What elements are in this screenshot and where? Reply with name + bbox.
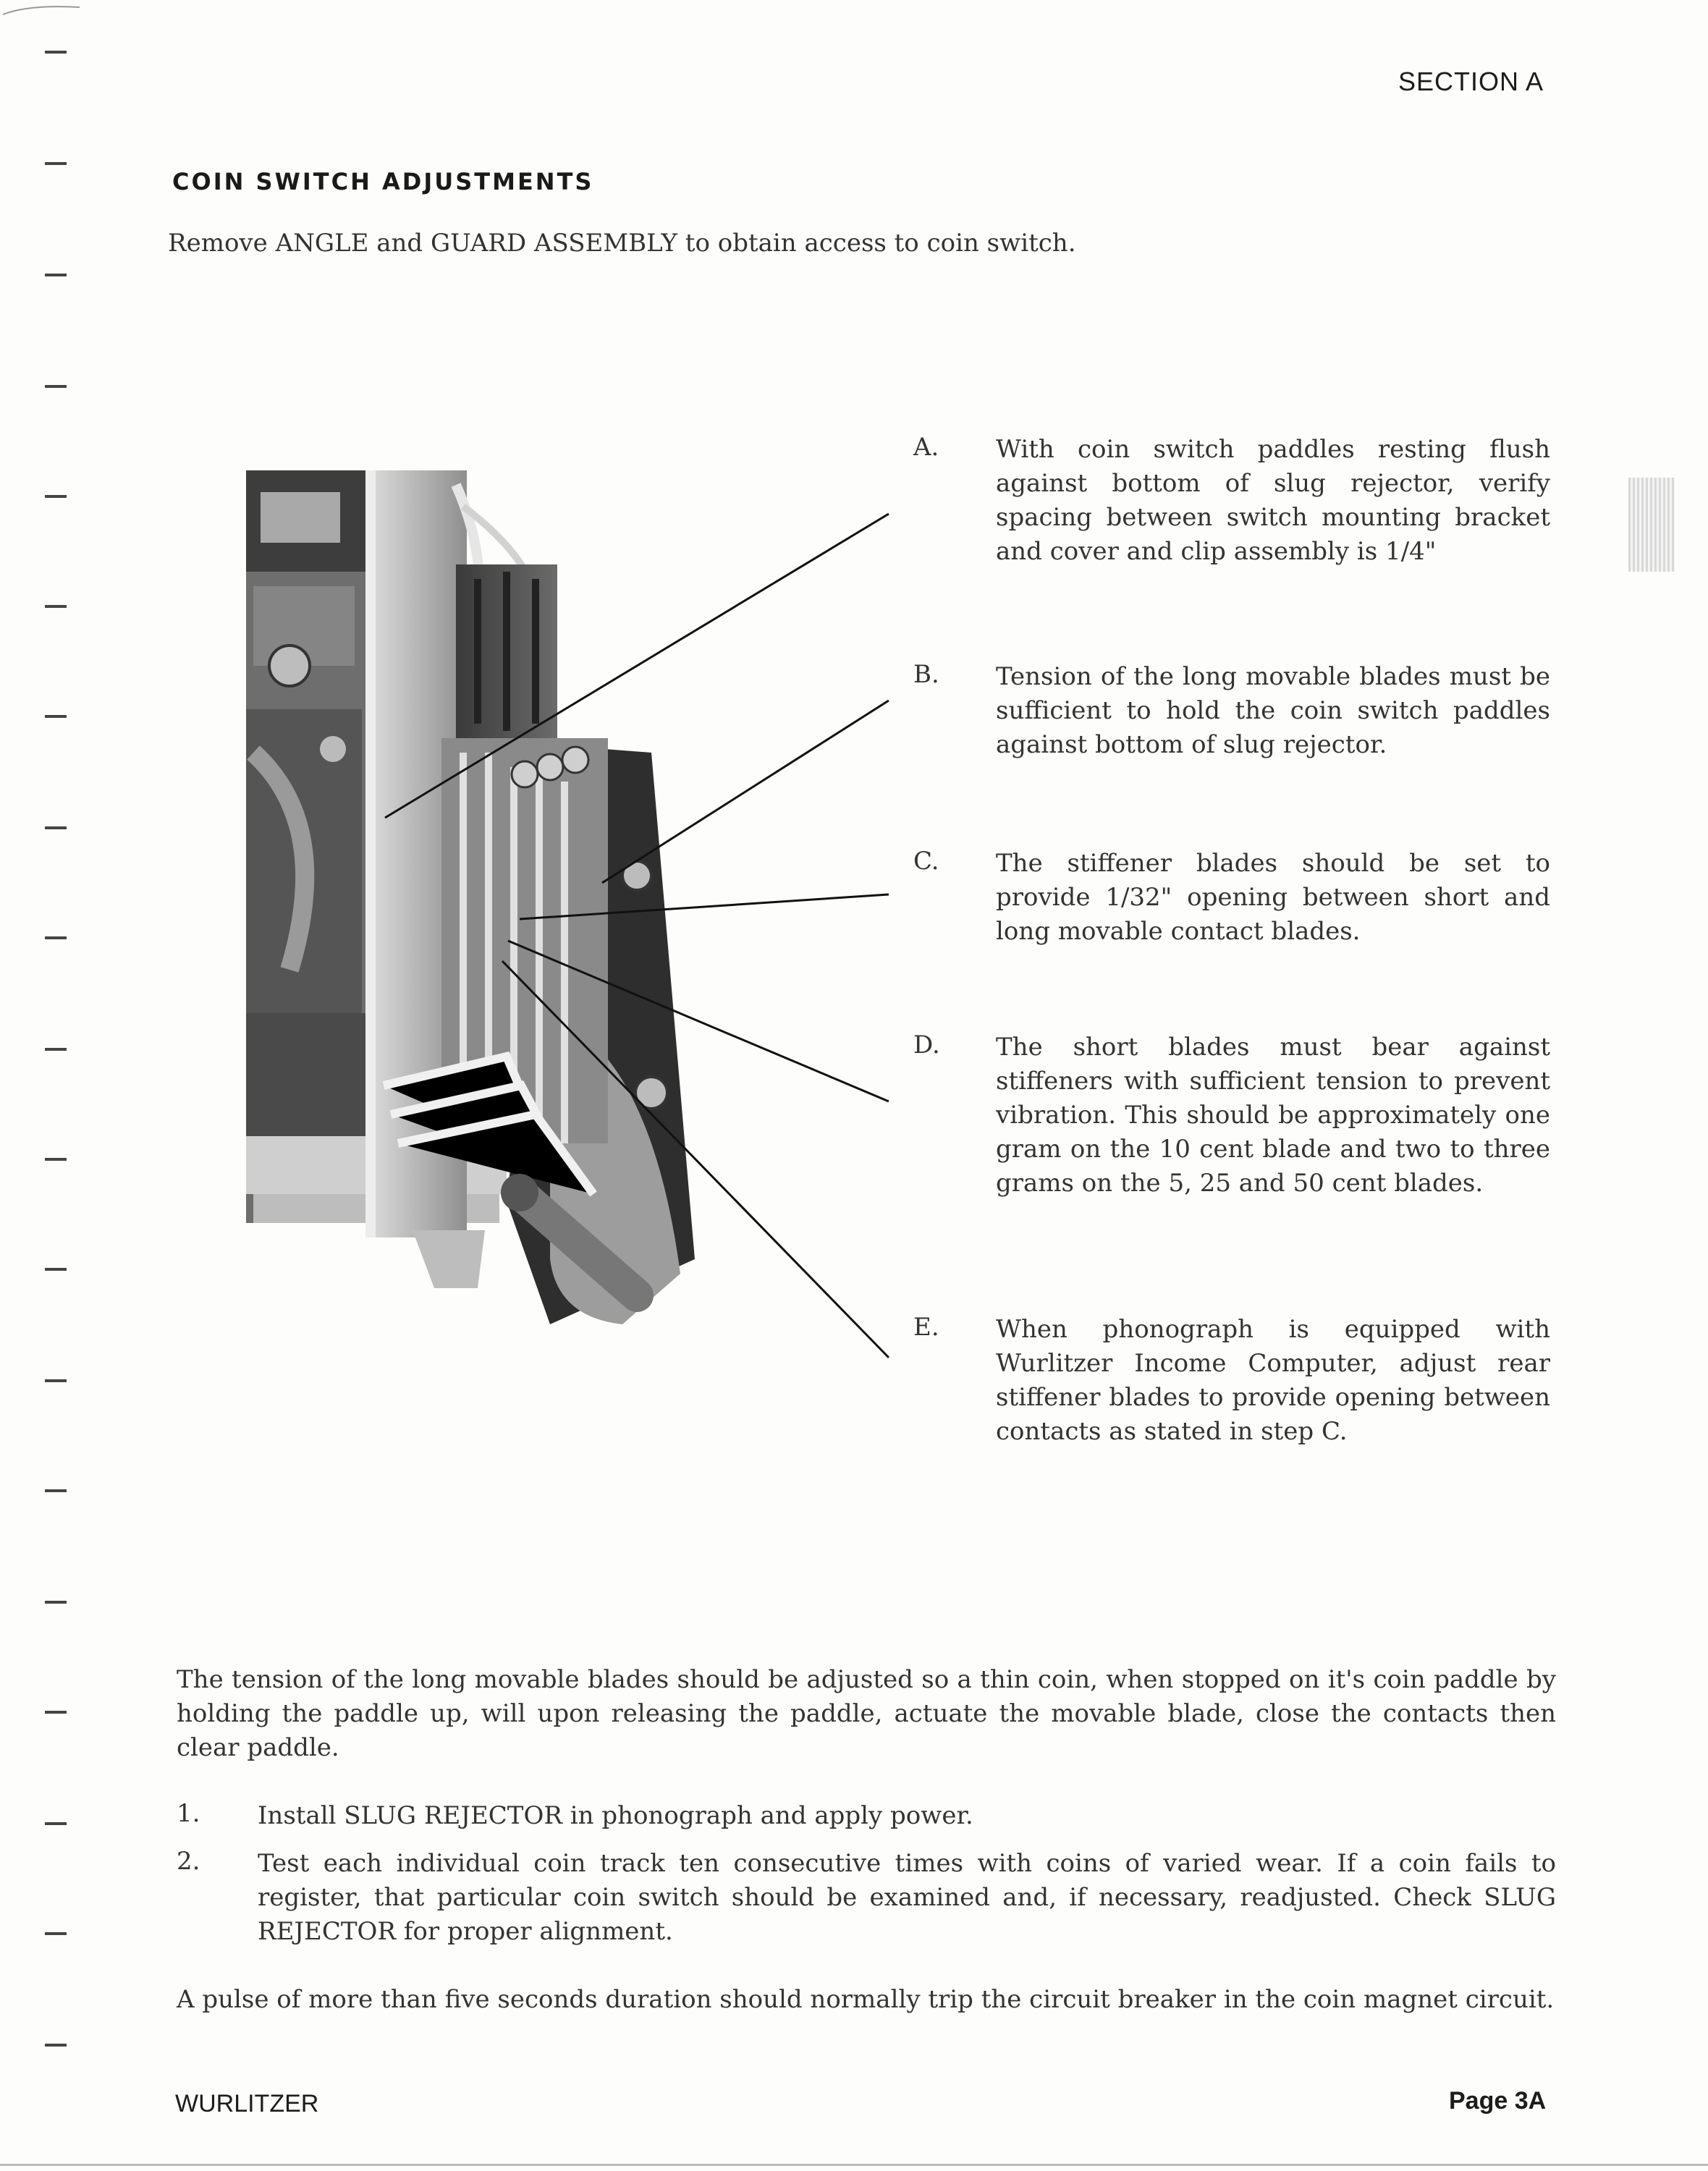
item-number: 2. xyxy=(177,1847,200,1876)
step-text: The stiffener blades should be set to provide 1/32" opening between short and long movable contact blades. xyxy=(996,849,1550,946)
scan-edge-artifact xyxy=(1628,478,1675,572)
page-heading: COIN SWITCH ADJUSTMENTS xyxy=(172,168,594,195)
item-number: 1. xyxy=(177,1799,200,1828)
pulse-paragraph: A pulse of more than five seconds duration should normally trip the circuit breaker in the coin magnet circuit. xyxy=(177,1985,1555,2014)
step-text: Tension of the long movable blades must be sufficient to hold the coin switch paddles against bottom of slug rejector. xyxy=(996,662,1550,759)
step-letter: E. xyxy=(913,1313,939,1342)
tension-paragraph: The tension of the long movable blades should be adjusted so a thin coin, when stopped on it's coin paddle by holding the paddle up, will upon releasing the paddle, actuate the movable blade, close the contacts then clear paddle. xyxy=(177,1665,1556,1762)
binder-hole-marks xyxy=(0,0,87,2171)
coin-switch-photo xyxy=(246,463,782,1332)
step-text: With coin switch paddles resting flush against bottom of slug rejector, verify spacing between switch mounting bracket and cover and clip assembly is 1/4" xyxy=(996,435,1550,566)
section-label: SECTION A xyxy=(1398,67,1544,96)
page-number: Page 3A xyxy=(1449,2087,1547,2115)
item-text: Install SLUG REJECTOR in phonograph and apply power. xyxy=(258,1801,973,1830)
step-text: The short blades must bear against stiffeners with sufficient tension to prevent vibration. This should be approximately one gram on the 10 cent blade and two to three grams on the 5, 25 and 50 cent blades. xyxy=(996,1033,1550,1198)
step-letter: B. xyxy=(913,660,939,689)
intro-text: Remove ANGLE and GUARD ASSEMBLY to obtain access to coin switch. xyxy=(168,229,1076,258)
step-letter: C. xyxy=(913,847,939,876)
step-letter: D. xyxy=(913,1031,940,1059)
item-text: Test each individual coin track ten consecutive times with coins of varied wear. If a coin fails to register, that particular coin switch should be examined and, if necessary, readjusted. Check SLUG REJECTOR for proper alignment. xyxy=(258,1849,1556,1946)
step-text: When phonograph is equipped with Wurlitzer Income Computer, adjust rear stiffener blades to provide opening between contacts as stated in step C. xyxy=(996,1315,1550,1446)
footer-brand: WURLITZER xyxy=(175,2090,319,2117)
page-bottom-edge xyxy=(0,2164,1708,2166)
step-letter: A. xyxy=(913,433,939,462)
